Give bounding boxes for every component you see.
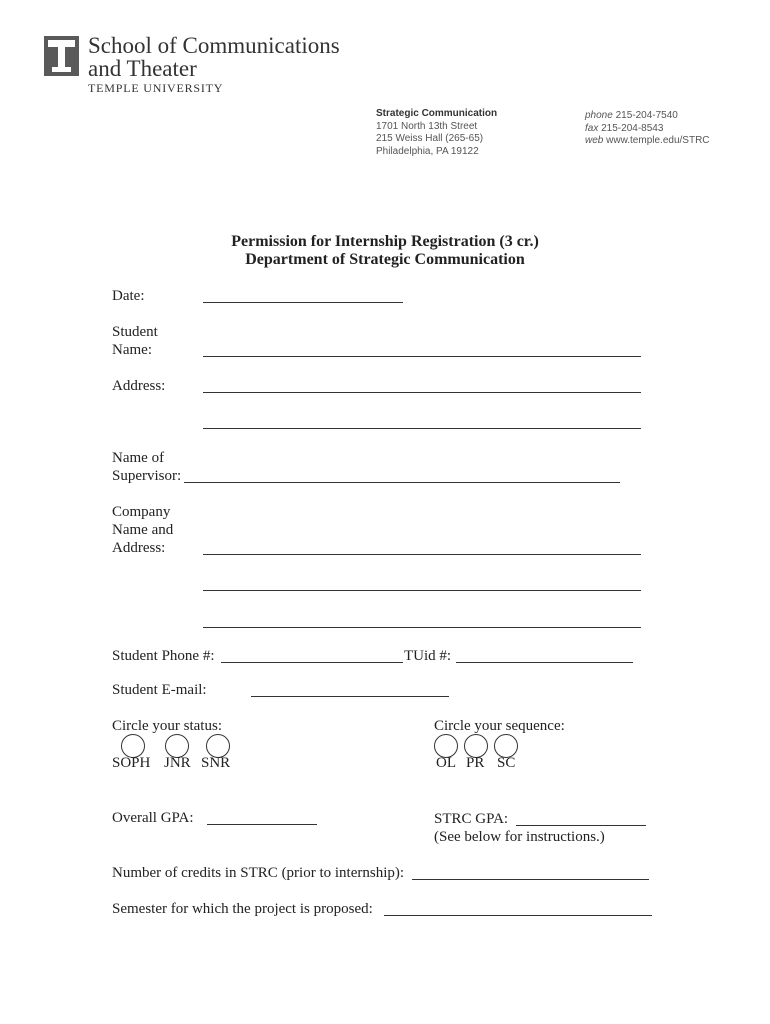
fax-line bbox=[585, 123, 710, 136]
company-label-2: Name and bbox=[112, 522, 174, 538]
supervisor-field[interactable] bbox=[184, 482, 620, 483]
semester-field[interactable] bbox=[384, 915, 652, 916]
company-label-1: Company bbox=[112, 504, 171, 520]
address-field-line-1[interactable] bbox=[203, 392, 641, 393]
school-name-line-2: and Theater bbox=[88, 56, 197, 81]
student-phone-label: Student Phone #: bbox=[112, 648, 215, 664]
university-name: TEMPLE UNIVERSITY bbox=[88, 81, 224, 95]
school-name-line-1: School of Communications bbox=[88, 33, 340, 58]
department-address-block bbox=[376, 108, 497, 158]
strc-gpa-label: STRC GPA: bbox=[434, 811, 509, 827]
student-name-field[interactable] bbox=[203, 356, 641, 357]
status-option-soph[interactable]: SOPH bbox=[112, 755, 151, 771]
web-url: www.temple.edu/STRC bbox=[606, 135, 710, 146]
tuid-label: TUid #: bbox=[404, 648, 452, 664]
address-label: Address: bbox=[112, 378, 166, 394]
student-name-label-2: Name: bbox=[112, 342, 152, 358]
tuid-field[interactable] bbox=[456, 662, 633, 663]
address-line: 1701 North 13th Street bbox=[376, 120, 478, 132]
date-label: Date: bbox=[112, 288, 145, 304]
temple-t-icon bbox=[44, 36, 79, 76]
web-line bbox=[585, 135, 710, 148]
strc-gpa-note: (See below for instructions.) bbox=[434, 829, 605, 845]
sequence-option-pr[interactable]: PR bbox=[466, 755, 485, 771]
fax-label: fax bbox=[585, 122, 599, 134]
company-field-line-3[interactable] bbox=[203, 627, 641, 628]
credits-label: Number of credits in STRC (prior to internship): bbox=[112, 865, 405, 881]
form-title: Permission for Internship Registration (3 cr.) bbox=[231, 233, 539, 250]
student-email-field[interactable] bbox=[251, 696, 449, 697]
company-field-line-1[interactable] bbox=[203, 554, 641, 555]
address-line: 215 Weiss Hall (265-65) bbox=[376, 133, 484, 144]
company-label-3: Address: bbox=[112, 540, 166, 556]
student-email-label: Student E-mail: bbox=[112, 682, 207, 698]
overall-gpa-label: Overall GPA: bbox=[112, 810, 194, 826]
sequence-option-ol[interactable]: OL bbox=[436, 755, 456, 771]
status-label: Circle your status: bbox=[112, 718, 222, 734]
phone-line bbox=[585, 110, 710, 123]
status-option-snr[interactable]: SNR bbox=[201, 755, 231, 771]
status-option-jnr[interactable]: JNR bbox=[164, 755, 191, 771]
supervisor-label-2: Supervisor: bbox=[112, 468, 182, 484]
form-subtitle: Department of Strategic Communication bbox=[245, 251, 525, 268]
semester-label: Semester for which the project is proposed: bbox=[112, 901, 373, 917]
address-line: Philadelphia, PA 19122 bbox=[376, 145, 479, 157]
strc-gpa-field[interactable] bbox=[516, 825, 646, 826]
student-name-label-1: Student bbox=[112, 324, 158, 340]
contact-block bbox=[585, 110, 710, 148]
temple-t-logo bbox=[44, 36, 79, 76]
fax-number: 215-204-8543 bbox=[601, 122, 664, 134]
web-label: web bbox=[585, 135, 604, 146]
sequence-label: Circle your sequence: bbox=[434, 718, 565, 734]
address-field-line-2[interactable] bbox=[203, 428, 641, 429]
sequence-option-sc[interactable]: SC bbox=[497, 755, 516, 771]
company-field-line-2[interactable] bbox=[203, 590, 641, 591]
phone-label: phone bbox=[585, 110, 613, 121]
overall-gpa-field[interactable] bbox=[207, 824, 317, 825]
credits-field[interactable] bbox=[412, 879, 649, 880]
student-phone-field[interactable] bbox=[221, 662, 403, 663]
department-name: Strategic Communication bbox=[376, 108, 498, 119]
supervisor-label-1: Name of bbox=[112, 450, 165, 466]
date-field[interactable] bbox=[203, 302, 403, 303]
phone-number: 215-204-7540 bbox=[615, 110, 678, 121]
school-name bbox=[88, 34, 340, 80]
